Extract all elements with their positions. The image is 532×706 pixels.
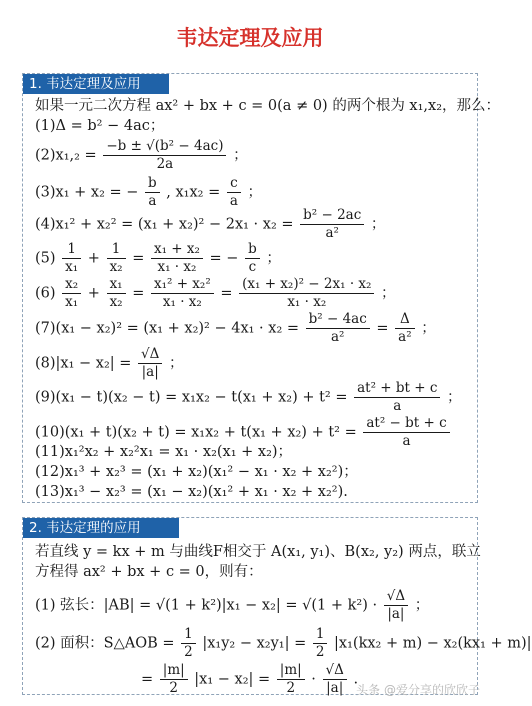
formula-11: (11)x₁²x₂ + x₂²x₁ = x₁ · x₂(x₁ + x₂)； bbox=[35, 444, 293, 460]
formula-3-den-1: a bbox=[148, 193, 157, 209]
formula-9-tail: ； bbox=[447, 389, 462, 406]
formula-7-eq: = bbox=[376, 320, 389, 337]
chord-length-formula bbox=[35, 588, 429, 623]
formula-6-fraction-2 bbox=[107, 276, 126, 311]
formula-5-eq: = bbox=[132, 250, 145, 267]
formula-5-lead: (5) bbox=[35, 250, 56, 267]
chord-tail: ； bbox=[414, 597, 430, 614]
formula-9-lead: (9)(x₁ − t)(x₂ − t) = x₁x₂ − t(x₁ + x₂) + t² = bbox=[35, 389, 348, 406]
formula-6-num-3: x₁² + x₂² bbox=[151, 276, 214, 294]
formula-4-numerator: b² − 2ac bbox=[300, 207, 364, 225]
formula-7 bbox=[35, 311, 436, 346]
formula-7-num-1: b² − 4ac bbox=[306, 311, 370, 329]
section-application-box bbox=[22, 517, 532, 696]
formula-12: (12)x₁³ + x₂³ = (x₁ + x₂)(x₁² − x₁ · x₂ + x₂²)； bbox=[35, 464, 358, 480]
formula-3 bbox=[35, 175, 262, 210]
area-mid: |x₁y₂ − x₂y₁| = bbox=[202, 635, 307, 652]
formula-7-fraction-1 bbox=[306, 311, 370, 346]
formula-7-num-2: Δ bbox=[395, 311, 414, 329]
formula-4-lead: (4)x₁² + x₂² = (x₁ + x₂)² − 2x₁ · x₂ = bbox=[35, 216, 294, 233]
chord-numerator: √Δ bbox=[384, 588, 408, 606]
area2-num-1: |m| bbox=[160, 662, 188, 680]
area-formula-line-1 bbox=[35, 626, 532, 661]
formula-8-denominator: |a| bbox=[141, 364, 159, 380]
chord-denominator: |a| bbox=[387, 606, 405, 622]
chord-lead: (1) 弦长：|AB| = √(1 + k²)|x₁ − x₂| = √(1 + k²) · bbox=[35, 597, 378, 614]
formula-10-fraction bbox=[363, 415, 449, 450]
area-end: |x₁(kx₂ + m) − x₂(kx₁ + m)| bbox=[334, 635, 532, 652]
formula-5-den-2: x₂ bbox=[109, 259, 123, 275]
formula-8-lead: (8)|x₁ − x₂| = bbox=[35, 355, 132, 372]
page-title: 韦达定理及应用 bbox=[176, 26, 324, 50]
formula-3-den-2: a bbox=[229, 193, 238, 209]
formula-6-tail: ； bbox=[381, 285, 396, 302]
area-lead: (2) 面积：S△AOB = bbox=[35, 635, 175, 652]
formula-5-fraction-4 bbox=[245, 241, 260, 276]
section-heading-2: 2. 韦达定理的应用 bbox=[23, 518, 179, 538]
formula-3-lead: (3)x₁ + x₂ = − bbox=[35, 184, 139, 201]
formula-3-num-2: c bbox=[227, 175, 241, 193]
formula-4 bbox=[35, 207, 385, 242]
formula-7-tail: ； bbox=[421, 320, 436, 337]
formula-2-lead: (2)x₁,₂ = bbox=[35, 147, 97, 164]
formula-5-den-1: x₁ bbox=[65, 259, 79, 275]
formula-4-tail: ； bbox=[370, 216, 386, 233]
formula-3-fraction-1 bbox=[145, 175, 160, 210]
area-den-1: 2 bbox=[184, 644, 193, 660]
formula-5-num-3: x₁ + x₂ bbox=[151, 241, 203, 259]
area-den-2: 2 bbox=[315, 644, 325, 660]
formula-2 bbox=[35, 138, 248, 173]
formula-6-den-3: x₁ · x₂ bbox=[162, 294, 202, 310]
formula-3-fraction-2 bbox=[227, 175, 241, 210]
formula-10-lead: (10)(x₁ + t)(x₂ + t) = x₁x₂ + t(x₁ + x₂) + t² = bbox=[35, 424, 357, 441]
formula-6-den-2: x₂ bbox=[109, 294, 123, 310]
formula-9 bbox=[35, 380, 462, 415]
area2-num-3: √Δ bbox=[323, 662, 347, 680]
intro-line: 如果一元二次方程 ax² + bx + c = 0(a ≠ 0) 的两个根为 x₁,x₂，那么： bbox=[35, 98, 501, 114]
formula-5-den-3: x₁ · x₂ bbox=[157, 259, 197, 275]
formula-6-lead: (6) bbox=[35, 285, 56, 302]
formula-8-tail: ； bbox=[169, 355, 184, 372]
formula-6-plus: + bbox=[87, 285, 100, 302]
area-formula-line-2 bbox=[141, 662, 358, 697]
formula-7-den-1: a² bbox=[330, 329, 345, 345]
formula-9-fraction bbox=[354, 380, 440, 415]
formula-2-tail: ； bbox=[233, 147, 248, 164]
chord-fraction bbox=[384, 588, 408, 623]
formula-4-fraction bbox=[300, 207, 364, 242]
formula-2-fraction bbox=[103, 138, 226, 173]
area2-mid: |x₁ − x₂| = bbox=[194, 671, 271, 688]
formula-6-den-1: x₁ bbox=[65, 294, 79, 310]
formula-6-num-2: x₁ bbox=[107, 276, 126, 294]
area2-num-2: |m| bbox=[277, 662, 305, 680]
section-vieta-box bbox=[22, 73, 501, 503]
formula-10-numerator: at² − bt + c bbox=[363, 415, 449, 433]
area2-fraction-3 bbox=[323, 662, 347, 697]
formula-4-denominator: a² bbox=[325, 225, 339, 241]
application-line-2: 方程得 ax² + bx + c = 0，则有： bbox=[35, 564, 263, 580]
area2-tail: . bbox=[353, 671, 359, 688]
formula-9-numerator: at² + bt + c bbox=[354, 380, 440, 398]
formula-6-fraction-4 bbox=[239, 276, 374, 311]
formula-6-num-1: x₂ bbox=[62, 276, 81, 294]
formula-5-num-1: 1 bbox=[62, 241, 81, 259]
formula-8-numerator: √Δ bbox=[138, 346, 162, 364]
formula-5-fraction-3 bbox=[151, 241, 203, 276]
formula-7-den-2: a² bbox=[398, 329, 412, 345]
area2-eq: = bbox=[141, 671, 154, 688]
formula-3-mid: , x₁x₂ = bbox=[166, 184, 221, 201]
formula-5-fraction-1 bbox=[62, 241, 81, 276]
formula-3-num-1: b bbox=[145, 175, 160, 193]
formula-5-plus: + bbox=[87, 250, 100, 267]
formula-5-num-4: b bbox=[245, 241, 260, 259]
formula-6-fraction-3 bbox=[151, 276, 214, 311]
watermark: 头条 @爱分享的欣欣子 bbox=[356, 683, 480, 697]
formula-6-eq-2: = bbox=[220, 285, 233, 302]
formula-6-den-4: x₁ · x₂ bbox=[287, 294, 327, 310]
formula-8-fraction bbox=[138, 346, 162, 381]
formula-5-fraction-2 bbox=[107, 241, 126, 276]
area-fraction-1 bbox=[181, 626, 196, 661]
formula-5-den-4: c bbox=[248, 259, 257, 275]
area-fraction-2 bbox=[313, 626, 328, 661]
area2-dot: · bbox=[311, 671, 316, 688]
area2-den-2: 2 bbox=[286, 680, 296, 696]
formula-8 bbox=[35, 346, 184, 381]
formula-5-eq-2: = − bbox=[209, 250, 239, 267]
area2-fraction-1 bbox=[160, 662, 188, 697]
formula-9-denominator: a bbox=[393, 398, 402, 414]
formula-13: (13)x₁³ − x₂³ = (x₁ − x₂)(x₁² + x₁ · x₂ + x₂²). bbox=[35, 484, 348, 500]
formula-7-fraction-2 bbox=[395, 311, 414, 346]
formula-6-fraction-1 bbox=[62, 276, 81, 311]
area-num-2: 1 bbox=[313, 626, 328, 644]
formula-7-lead: (7)(x₁ − x₂)² = (x₁ + x₂)² − 4x₁ · x₂ = bbox=[35, 320, 300, 337]
section-heading-1: 1. 韦达定理及应用 bbox=[23, 74, 169, 94]
formula-2-numerator: −b ± √(b² − 4ac) bbox=[103, 138, 226, 156]
formula-10-denominator: a bbox=[402, 433, 411, 449]
formula-3-tail: ； bbox=[247, 184, 263, 201]
application-line-1: 若直线 y = kx + m 与曲线F相交于 A(x₁, y₁)、B(x₂, y₂) 两点，联立 bbox=[35, 544, 481, 560]
formula-5-num-2: 1 bbox=[107, 241, 126, 259]
area-num-1: 1 bbox=[181, 626, 196, 644]
formula-5-tail: ； bbox=[266, 250, 281, 267]
formula-2-denominator: 2a bbox=[156, 156, 174, 172]
area2-den-3: |a| bbox=[326, 680, 344, 696]
formula-6-eq: = bbox=[132, 285, 145, 302]
formula-6-num-4: (x₁ + x₂)² − 2x₁ · x₂ bbox=[239, 276, 374, 294]
formula-6 bbox=[35, 276, 396, 311]
area2-den-1: 2 bbox=[169, 680, 179, 696]
formula-5 bbox=[35, 241, 281, 276]
formula-1: (1)Δ = b² − 4ac； bbox=[35, 118, 165, 134]
area2-fraction-2 bbox=[277, 662, 305, 697]
